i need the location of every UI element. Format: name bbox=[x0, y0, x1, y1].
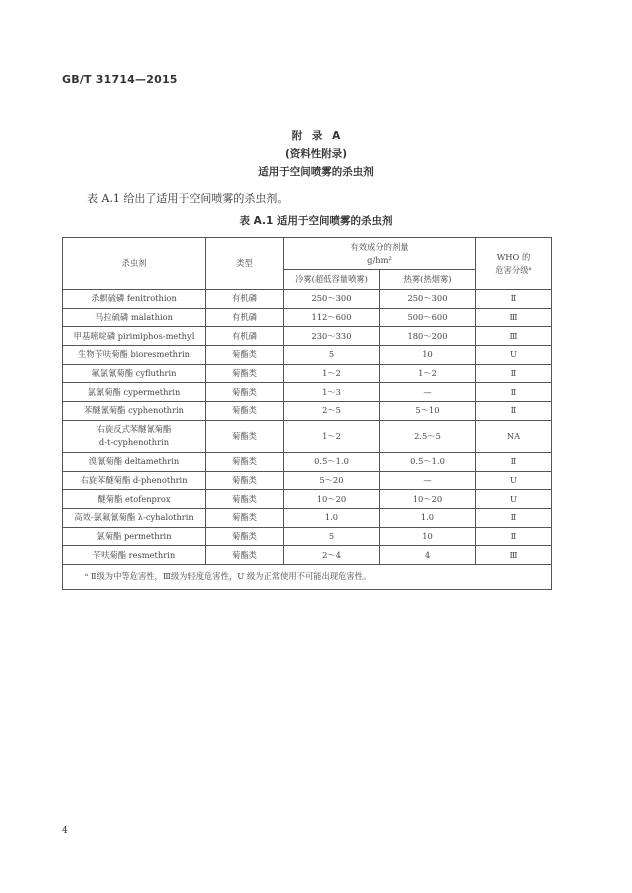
insecticide-name: 苄呋菊酯 resmethrin bbox=[92, 549, 176, 560]
cell-hot-fog: 250～300 bbox=[380, 290, 476, 309]
cell-cold-fog: 1～2 bbox=[284, 364, 380, 383]
intro-text: 表 A.1 给出了适用于空间喷雾的杀虫剂。 bbox=[87, 192, 289, 205]
insecticide-name: 氯氰菊酯 cypermethrin bbox=[87, 386, 181, 397]
appendix-title: 适用于空间喷雾的杀虫剂 bbox=[258, 166, 374, 178]
cell-insecticide bbox=[63, 290, 206, 309]
cell-cold-fog: 5 bbox=[284, 527, 380, 546]
insecticide-name: 马拉硫磷 malathion bbox=[95, 312, 173, 323]
cell-hot-fog: 10 bbox=[380, 346, 476, 365]
cell-hot-fog: 500～600 bbox=[380, 308, 476, 327]
table-row bbox=[63, 383, 552, 402]
cell-cold-fog: 230～330 bbox=[284, 327, 380, 346]
cell-insecticide bbox=[63, 490, 206, 509]
table-footnote: ᵃ Ⅱ级为中等危害性，Ⅲ级为轻度危害性，U 级为正常使用不可能出现危害性。 bbox=[63, 564, 552, 589]
table-row bbox=[63, 327, 552, 346]
cell-type: 菊酯类 bbox=[206, 364, 284, 383]
cell-cold-fog: 2～4 bbox=[284, 546, 380, 565]
cell-who-class: Ⅲ bbox=[476, 546, 552, 565]
cell-who-class: Ⅲ bbox=[476, 327, 552, 346]
table-caption: 表 A.1 适用于空间喷雾的杀虫剂 bbox=[239, 215, 393, 227]
insecticide-name: 醚菊酯 etofenprox bbox=[97, 493, 171, 504]
cell-who-class: U bbox=[476, 490, 552, 509]
header-dose-group bbox=[284, 238, 476, 270]
dose-group-line1: 有效成分的剂量 bbox=[350, 241, 409, 252]
table-row bbox=[63, 490, 552, 509]
cell-hot-fog: 10～20 bbox=[380, 490, 476, 509]
table-row bbox=[63, 290, 552, 309]
insecticide-name: 高效-氯氟氰菊酯 λ-cyhalothrin bbox=[74, 512, 194, 523]
table-row bbox=[63, 527, 552, 546]
cell-insecticide bbox=[63, 402, 206, 421]
cell-insecticide bbox=[63, 383, 206, 402]
table-row bbox=[63, 346, 552, 365]
insecticide-name: 甲基嘧啶磷 pirimiphos-methyl bbox=[73, 330, 195, 341]
cell-insecticide bbox=[63, 471, 206, 490]
appendix-type: (资料性附录) bbox=[284, 148, 348, 160]
cell-hot-fog: 1～2 bbox=[380, 364, 476, 383]
insecticide-name: 苯醚氰菊酯 cyphenothrin bbox=[83, 405, 184, 416]
cell-type: 菊酯类 bbox=[206, 546, 284, 565]
appendix-label: 附 录 A bbox=[291, 130, 341, 142]
insecticide-name-line2: d-t-cyphenothrin bbox=[98, 437, 170, 448]
table-row bbox=[63, 402, 552, 421]
insecticide-name: 氟氯氰菊酯 cyfluthrin bbox=[91, 368, 177, 379]
cell-hot-fog: 0.5～1.0 bbox=[380, 452, 476, 471]
cell-who-class: Ⅱ bbox=[476, 402, 552, 421]
cell-type: 菊酯类 bbox=[206, 527, 284, 546]
cell-who-class: Ⅱ bbox=[476, 452, 552, 471]
cell-insecticide bbox=[63, 527, 206, 546]
insecticide-name: 右旋反式苯醚氰菊酯 bbox=[96, 424, 172, 435]
cell-type: 菊酯类 bbox=[206, 508, 284, 527]
cell-hot-fog: 1.0 bbox=[380, 508, 476, 527]
insecticide-name: 溴氰菊酯 deltamethrin bbox=[88, 456, 180, 467]
cell-who-class: Ⅱ bbox=[476, 383, 552, 402]
cell-who-class: Ⅱ bbox=[476, 508, 552, 527]
header-row-1 bbox=[63, 238, 552, 270]
cell-who-class: Ⅱ bbox=[476, 527, 552, 546]
cell-who-class: U bbox=[476, 346, 552, 365]
cell-hot-fog: 2.5～5 bbox=[380, 420, 476, 452]
cell-hot-fog: — bbox=[380, 383, 476, 402]
table-row bbox=[63, 508, 552, 527]
cell-cold-fog: 1.0 bbox=[284, 508, 380, 527]
insecticide-name: 杀螟硫磷 fenitrothion bbox=[91, 293, 177, 304]
header-type: 类型 bbox=[206, 238, 284, 290]
who-line2: 危害分级ᵃ bbox=[495, 264, 532, 275]
cell-type: 有机磷 bbox=[206, 308, 284, 327]
cell-type: 菊酯类 bbox=[206, 471, 284, 490]
cell-type: 菊酯类 bbox=[206, 383, 284, 402]
cell-cold-fog: 250～300 bbox=[284, 290, 380, 309]
insecticide-name: 氯菊酯 permethrin bbox=[96, 530, 172, 541]
cell-type: 菊酯类 bbox=[206, 452, 284, 471]
header-who bbox=[476, 238, 552, 290]
who-line1: WHO 的 bbox=[496, 251, 531, 262]
cell-type: 有机磷 bbox=[206, 327, 284, 346]
table-body bbox=[63, 290, 552, 565]
insecticide-name: 生物苄呋菊酯 bioresmethrin bbox=[78, 349, 190, 360]
cell-cold-fog: 112～600 bbox=[284, 308, 380, 327]
cell-cold-fog: 5 bbox=[284, 346, 380, 365]
dose-group-line2: g/hm² bbox=[367, 254, 392, 265]
page-number: 4 bbox=[62, 826, 68, 836]
table-row bbox=[63, 452, 552, 471]
table-row bbox=[63, 364, 552, 383]
cell-hot-fog: 4 bbox=[380, 546, 476, 565]
cell-hot-fog: 180～200 bbox=[380, 327, 476, 346]
cell-insecticide bbox=[63, 508, 206, 527]
cell-who-class: Ⅲ bbox=[476, 308, 552, 327]
header-cold: 冷雾(超低容量喷雾) bbox=[284, 270, 380, 290]
cell-insecticide bbox=[63, 420, 206, 452]
header-insecticide: 杀虫剂 bbox=[63, 238, 206, 290]
cell-who-class: Ⅱ bbox=[476, 364, 552, 383]
cell-type: 菊酯类 bbox=[206, 490, 284, 509]
footnote-row bbox=[63, 564, 552, 589]
cell-type: 菊酯类 bbox=[206, 346, 284, 365]
cell-hot-fog: 5～10 bbox=[380, 402, 476, 421]
cell-insecticide bbox=[63, 327, 206, 346]
cell-type: 菊酯类 bbox=[206, 402, 284, 421]
cell-who-class: Ⅱ bbox=[476, 290, 552, 309]
insecticide-table bbox=[62, 237, 552, 590]
table-row bbox=[63, 471, 552, 490]
cell-insecticide bbox=[63, 546, 206, 565]
cell-insecticide bbox=[63, 346, 206, 365]
cell-who-class: U bbox=[476, 471, 552, 490]
cell-insecticide bbox=[63, 364, 206, 383]
cell-cold-fog: 1～3 bbox=[284, 383, 380, 402]
cell-cold-fog: 0.5～1.0 bbox=[284, 452, 380, 471]
table-row bbox=[63, 420, 552, 452]
cell-insecticide bbox=[63, 308, 206, 327]
cell-cold-fog: 10～20 bbox=[284, 490, 380, 509]
cell-cold-fog: 5～20 bbox=[284, 471, 380, 490]
cell-cold-fog: 1～2 bbox=[284, 420, 380, 452]
cell-type: 有机磷 bbox=[206, 290, 284, 309]
cell-who-class: NA bbox=[476, 420, 552, 452]
table-row bbox=[63, 308, 552, 327]
cell-hot-fog: — bbox=[380, 471, 476, 490]
insecticide-name: 右旋苯醚菊酯 d-phenothrin bbox=[80, 474, 188, 485]
cell-insecticide bbox=[63, 452, 206, 471]
standard-code: GB/T 31714—2015 bbox=[62, 73, 178, 86]
cell-cold-fog: 2～5 bbox=[284, 402, 380, 421]
header-hot: 热雾(热烟雾) bbox=[380, 270, 476, 290]
cell-hot-fog: 10 bbox=[380, 527, 476, 546]
cell-type: 菊酯类 bbox=[206, 420, 284, 452]
table-row bbox=[63, 546, 552, 565]
